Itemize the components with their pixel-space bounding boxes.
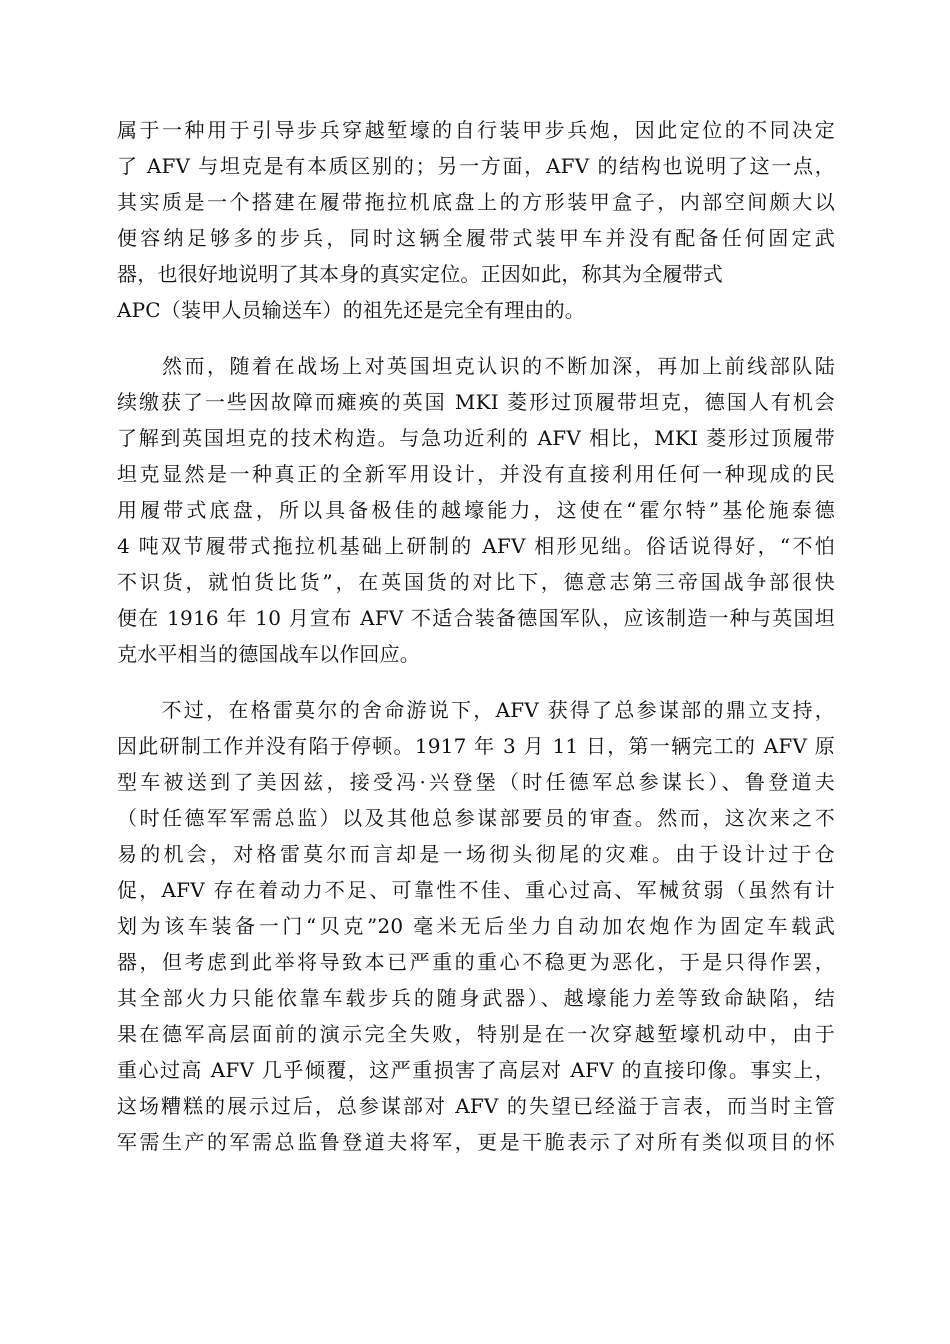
- text-line: 其全部火力只能依靠车载步兵的随身武器）、越壕能力差等致命缺陷，结: [117, 986, 835, 1010]
- text-line: 克水平相当的德国战车以作回应。: [117, 642, 420, 666]
- text-line: 因此研制工作并没有陷于停顿。1917 年 3 月 11 日，第一辆完工的 AFV 原: [117, 734, 835, 758]
- paragraph-gap: [117, 328, 835, 348]
- text-line: 这场糟糕的展示过后，总参谋部对 AFV 的失望已经溢于言表，而当时主管: [117, 1094, 835, 1118]
- paragraph-gap: [117, 672, 835, 692]
- text-line: 了解到英国坦克的技术构造。与急功近利的 AFV 相比，MKI 菱形过顶履带: [117, 426, 835, 450]
- text-line: 军需生产的军需总监鲁登道夫将军，更是干脆表示了对所有类似项目的怀: [117, 1130, 835, 1154]
- text-line: 划为该车装备一门“贝克”20 毫米无后坐力自动加农炮作为固定车载武: [117, 914, 835, 938]
- text-line: （时任德军军需总监）以及其他总参谋部要员的审查。然而，这次来之不: [117, 806, 835, 830]
- text-line: 4 吨双节履带式拖拉机基础上研制的 AFV 相形见绌。俗话说得好，“不怕: [117, 534, 835, 558]
- text-line: 用履带式底盘，所以具备极佳的越壕能力，这使在“霍尔特”基伦施泰德: [117, 498, 835, 522]
- text-line: 重心过高 AFV 几乎倾覆，这严重损害了高层对 AFV 的直接印像。事实上，: [117, 1058, 835, 1082]
- text-line: 不识货，就怕货比货”，在英国货的对比下，德意志第三帝国战争部很快: [117, 570, 835, 594]
- text-line: 了 AFV 与坦克是有本质区别的；另一方面，AFV 的结构也说明了这一点，: [117, 154, 835, 178]
- text-line: 续缴获了一些因故障而瘫痪的英国 MKI 菱形过顶履带坦克，德国人有机会: [117, 390, 835, 414]
- text-line: 易的机会，对格雷莫尔而言却是一场彻头彻尾的灾难。由于设计过于仓: [117, 842, 835, 866]
- text-line: 不过，在格雷莫尔的舍命游说下，AFV 获得了总参谋部的鼎立支持，: [117, 698, 835, 722]
- paragraph-1: [117, 112, 835, 328]
- text-line: 便在 1916 年 10 月宣布 AFV 不适合装备德国军队，应该制造一种与英国坦: [117, 606, 835, 630]
- text-line: 果在德军高层面前的演示完全失败，特别是在一次穿越堑壕机动中，由于: [117, 1022, 835, 1046]
- text-line: 然而，随着在战场上对英国坦克认识的不断加深，再加上前线部队陆: [117, 354, 835, 378]
- text-line: APC（装甲人员输送车）的祖先还是完全有理由的。: [117, 298, 586, 322]
- text-line: 器，但考虑到此举将导致本已严重的重心不稳更为恶化，于是只得作罢，: [117, 950, 835, 974]
- text-line: 坦克显然是一种真正的全新军用设计，并没有直接利用任何一种现成的民: [117, 462, 835, 486]
- paragraph-3: [117, 692, 835, 1160]
- text-line: 型车被送到了美因兹，接受冯·兴登堡（时任德军总参谋长）、鲁登道夫: [117, 770, 835, 794]
- document-page: [117, 112, 835, 1160]
- paragraph-2: [117, 348, 835, 672]
- text-line: 便容纳足够多的步兵，同时这辆全履带式装甲车并没有配备任何固定武: [117, 226, 835, 250]
- text-line: 器，也很好地说明了其本身的真实定位。正因如此，称其为全履带式: [117, 262, 723, 286]
- text-line: 促，AFV 存在着动力不足、可靠性不佳、重心过高、军械贫弱（虽然有计: [117, 878, 835, 902]
- text-line: 其实质是一个搭建在履带拖拉机底盘上的方形装甲盒子，内部空间颇大以: [117, 190, 835, 214]
- text-line: 属于一种用于引导步兵穿越堑壕的自行装甲步兵炮，因此定位的不同决定: [117, 118, 835, 142]
